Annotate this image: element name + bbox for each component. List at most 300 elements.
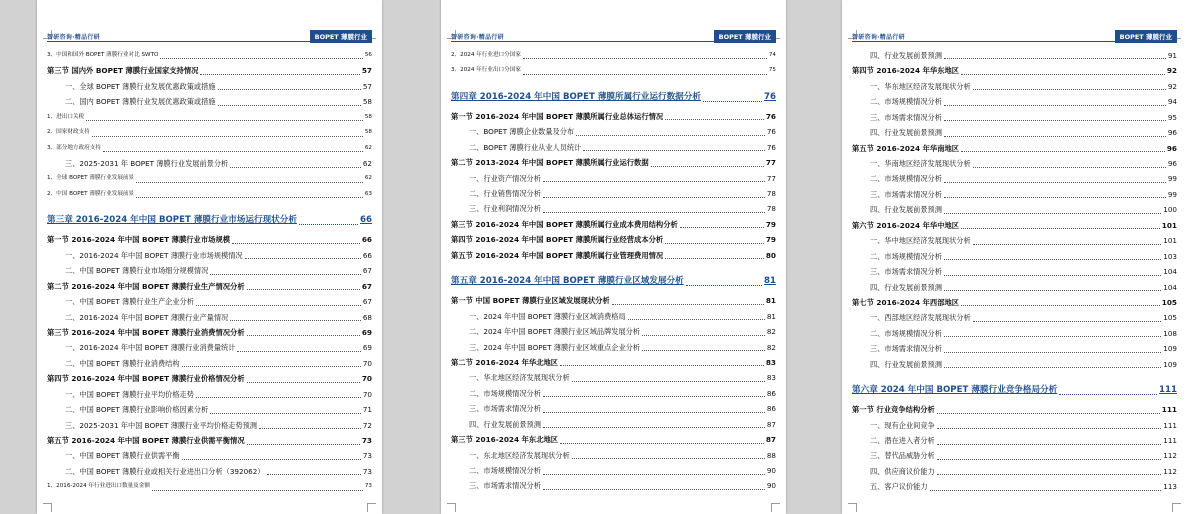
toc-item-page-number: 63 <box>364 190 372 197</box>
dot-leader <box>944 120 1166 121</box>
toc-chapter-page-number: 111 <box>1159 385 1177 396</box>
toc-item-title: 三、2024 年中国 BOPET 薄膜行业区域重点企业分析 <box>469 342 641 352</box>
toc-item-title: 二、2016-2024 年中国 BOPET 薄膜行业产量情况 <box>65 312 229 322</box>
toc-item-page-number: 70 <box>362 358 372 368</box>
dot-leader <box>543 396 765 397</box>
toc-item[interactable] <box>451 202 776 217</box>
toc-item-title: 一、2016-2024 年中国 BOPET 薄膜行业消费量统计 <box>65 343 236 353</box>
toc-section-title: 第七节 2016-2024 年西部地区 <box>852 297 960 307</box>
toc-item-page-number: 112 <box>1163 466 1177 476</box>
toc-item[interactable] <box>852 125 1177 140</box>
toc-section[interactable] <box>451 355 776 370</box>
dot-leader <box>543 181 765 182</box>
dot-leader <box>86 120 363 121</box>
toc-section-title: 第六节 2016-2024 年华中地区 <box>852 220 960 230</box>
dot-leader <box>961 151 1165 152</box>
toc-item[interactable] <box>47 340 372 355</box>
toc-item[interactable] <box>47 248 372 263</box>
toc-item[interactable] <box>47 110 372 125</box>
toc-section-title: 第三节 国内外 BOPET 薄膜行业国家支持情况 <box>47 66 199 76</box>
toc-item[interactable] <box>47 479 372 494</box>
toc-chapter[interactable] <box>852 378 1177 402</box>
dot-leader <box>218 89 361 90</box>
toc-section[interactable] <box>852 402 1177 417</box>
toc-section-title: 第五节 2016-2024 年中国 BOPET 薄膜所属行业管理费用情况 <box>451 250 664 260</box>
toc-item[interactable] <box>852 156 1177 171</box>
dot-leader <box>232 243 360 244</box>
toc-item-title: 二、国内 BOPET 薄膜行业发展优惠政策或措施 <box>65 97 216 107</box>
dot-leader <box>944 58 1166 59</box>
toc-item[interactable] <box>47 418 372 433</box>
page-header <box>451 30 776 42</box>
toc-item[interactable] <box>47 94 372 109</box>
toc-section[interactable] <box>47 63 372 78</box>
toc-chapter-title: 第六章 2024 年中国 BOPET 薄膜行业竞争格局分析 <box>852 385 1058 396</box>
toc-item[interactable] <box>47 449 372 464</box>
toc-item[interactable] <box>451 63 776 78</box>
toc-item[interactable] <box>47 156 372 171</box>
toc-item-page-number: 62 <box>362 159 372 169</box>
toc-section-title: 第三节 2016-2024 年东北地区 <box>451 435 559 445</box>
toc-item-page-number: 76 <box>766 127 776 137</box>
dot-leader <box>651 166 764 167</box>
document-page-1 <box>37 0 382 514</box>
toc-item-page-number: 105 <box>1163 313 1177 323</box>
toc-item[interactable] <box>451 340 776 355</box>
toc-item[interactable] <box>852 280 1177 295</box>
dot-leader <box>196 397 361 398</box>
dot-leader <box>247 289 360 290</box>
toc-section-title: 第一节 2016-2024 年中国 BOPET 薄膜行业市场规模 <box>47 235 231 245</box>
toc-item-title: 三、替代品威胁分析 <box>870 451 935 461</box>
toc-section[interactable] <box>451 109 776 124</box>
toc-item[interactable] <box>451 370 776 385</box>
toc-item-page-number: 82 <box>766 327 776 337</box>
toc-item-title: 三、2025-2031 年 BOPET 薄膜行业发展前景分析 <box>65 159 229 169</box>
dot-leader <box>680 227 764 228</box>
header-brand-text: 智研咨询·精品行研 <box>47 34 100 41</box>
toc-item-title: 四、行业发展前景预测 <box>870 50 942 60</box>
toc-item[interactable] <box>852 341 1177 356</box>
toc-item[interactable] <box>852 433 1177 448</box>
toc-item-title: 二、BOPET 薄膜行业从业人员统计 <box>469 142 582 152</box>
toc-item[interactable] <box>852 202 1177 217</box>
toc-item-title: 二、市场规模情况分析 <box>469 466 541 476</box>
toc-section[interactable] <box>451 432 776 447</box>
toc-section-page-number: 81 <box>765 296 776 306</box>
toc-item-page-number: 72 <box>362 420 372 430</box>
toc-item-title: 四、供应商议价能力 <box>870 466 935 476</box>
toc-section-page-number: 79 <box>765 235 776 245</box>
toc-section-page-number: 79 <box>765 219 776 229</box>
toc-section-title: 第一节 2016-2024 年中国 BOPET 薄膜所属行业总体运行情况 <box>451 111 664 121</box>
toc-item-page-number: 108 <box>1163 328 1177 338</box>
toc-section[interactable] <box>47 371 372 386</box>
toc-section-page-number: 66 <box>361 235 372 245</box>
document-page-2 <box>441 0 786 514</box>
toc-list <box>852 48 1177 495</box>
toc-item-page-number: 92 <box>1167 81 1177 91</box>
dot-leader <box>973 321 1162 322</box>
toc-item-title: 2、2024 年行业进口分国家 <box>451 51 521 58</box>
toc-item-page-number: 88 <box>766 450 776 460</box>
toc-item-title: 一、现有企业间竞争 <box>870 420 935 430</box>
toc-item-page-number: 99 <box>1167 174 1177 184</box>
toc-section[interactable] <box>451 232 776 247</box>
toc-item[interactable] <box>852 172 1177 187</box>
toc-section[interactable] <box>451 248 776 263</box>
dot-leader <box>160 58 362 59</box>
toc-section[interactable] <box>852 141 1177 156</box>
toc-item-title: 二、中国 BOPET 薄膜行业消费结构 <box>65 358 180 368</box>
toc-item-title: 三、2025-2031 年中国 BOPET 薄膜行业平均价格走势预测 <box>65 420 257 430</box>
dot-leader <box>92 136 363 137</box>
toc-item[interactable] <box>47 356 372 371</box>
toc-section[interactable] <box>47 232 372 247</box>
toc-section[interactable] <box>852 218 1177 233</box>
toc-item-title: 二、2024 年中国 BOPET 薄膜行业区域品牌发展分析 <box>469 327 641 337</box>
toc-section-page-number: 92 <box>1166 66 1177 76</box>
toc-item-page-number: 57 <box>362 81 372 91</box>
toc-list <box>451 48 776 494</box>
toc-item-page-number: 81 <box>766 311 776 321</box>
header-rule <box>451 41 776 42</box>
toc-section-page-number: 73 <box>361 436 372 446</box>
toc-item-title: 二、潜在进入者分析 <box>870 436 935 446</box>
toc-section[interactable] <box>852 295 1177 310</box>
toc-item-page-number: 83 <box>766 373 776 383</box>
dot-leader <box>944 105 1166 106</box>
toc-item[interactable] <box>852 79 1177 94</box>
toc-section-page-number: 96 <box>1166 143 1177 153</box>
toc-item[interactable] <box>47 402 372 417</box>
toc-item-page-number: 100 <box>1163 205 1177 215</box>
toc-chapter[interactable] <box>451 269 776 293</box>
toc-item-page-number: 73 <box>362 466 372 476</box>
toc-item-title: 二、行业销售情况分析 <box>469 189 541 199</box>
toc-item-title: 二、市场规模情况分析 <box>870 328 942 338</box>
toc-item-page-number: 69 <box>362 343 372 353</box>
toc-item-page-number: 113 <box>1163 482 1177 492</box>
crop-mark <box>848 503 857 512</box>
toc-item-page-number: 56 <box>364 51 372 58</box>
toc-item-page-number: 99 <box>1167 189 1177 199</box>
toc-item-title: 一、2024 年中国 BOPET 薄膜行业区域消费格局 <box>469 311 626 321</box>
toc-item-title: 二、市场规模情况分析 <box>469 388 541 398</box>
toc-chapter-page-number: 76 <box>764 91 776 102</box>
toc-item[interactable] <box>47 187 372 202</box>
toc-item-page-number: 111 <box>1163 420 1177 430</box>
dot-leader <box>944 367 1161 368</box>
toc-item-page-number: 86 <box>766 404 776 414</box>
toc-item-title: 2、国家财政支持 <box>47 129 90 136</box>
dot-leader <box>136 197 363 198</box>
toc-item[interactable] <box>47 172 372 187</box>
toc-item-title: 三、市场需求情况分析 <box>870 344 942 354</box>
dot-leader <box>543 489 765 490</box>
dot-leader <box>218 105 361 106</box>
toc-section[interactable] <box>852 63 1177 78</box>
header-brand-text: 智研咨询·精品行研 <box>852 34 905 41</box>
toc-chapter-page-number: 81 <box>764 276 776 287</box>
dot-leader <box>247 382 360 383</box>
header-rule <box>852 41 1177 42</box>
dot-leader <box>973 244 1162 245</box>
toc-item-page-number: 62 <box>364 144 372 151</box>
dot-leader <box>642 350 765 351</box>
toc-item-page-number: 95 <box>1167 112 1177 122</box>
toc-item[interactable] <box>852 249 1177 264</box>
toc-item[interactable] <box>451 140 776 155</box>
document-page-3 <box>842 0 1187 514</box>
toc-section-title: 第四节 2016-2024 年华东地区 <box>852 66 960 76</box>
toc-section-page-number: 83 <box>765 357 776 367</box>
toc-item-title: 一、行业资产情况分析 <box>469 173 541 183</box>
dot-leader <box>944 259 1161 260</box>
dot-leader <box>543 474 765 475</box>
toc-item-page-number: 67 <box>362 266 372 276</box>
dot-leader <box>103 151 363 152</box>
toc-list <box>47 48 372 495</box>
toc-item-title: 三、行业利润情况分析 <box>469 204 541 214</box>
dot-leader <box>944 197 1166 198</box>
toc-item-title: 一、华北地区经济发展现状分析 <box>469 373 570 383</box>
toc-item-page-number: 109 <box>1163 344 1177 354</box>
toc-item-title: 一、东北地区经济发展现状分析 <box>469 450 570 460</box>
dot-leader <box>230 167 361 168</box>
dot-leader <box>703 101 762 102</box>
toc-item-page-number: 112 <box>1163 451 1177 461</box>
toc-item-page-number: 73 <box>362 451 372 461</box>
toc-item[interactable] <box>451 324 776 339</box>
toc-section-title: 第二节 2016-2024 年中国 BOPET 薄膜行业生产情况分析 <box>47 281 245 291</box>
toc-item-page-number: 109 <box>1163 359 1177 369</box>
toc-item-page-number: 67 <box>362 297 372 307</box>
toc-item-title: 三、市场需求情况分析 <box>870 267 942 277</box>
toc-item-page-number: 70 <box>362 389 372 399</box>
toc-item[interactable] <box>451 309 776 324</box>
toc-item-title: 五、客户议价能力 <box>870 482 928 492</box>
dot-leader <box>543 427 765 428</box>
dot-leader <box>937 459 1162 460</box>
toc-chapter[interactable] <box>47 208 372 232</box>
toc-item-page-number: 96 <box>1167 159 1177 169</box>
dot-leader <box>944 182 1166 183</box>
dot-leader <box>665 119 764 120</box>
dot-leader <box>543 197 765 198</box>
toc-section-title: 第三节 2016-2024 年中国 BOPET 薄膜所属行业成本费用结构分析 <box>451 219 678 229</box>
header-brand-text: 智研咨询·精品行研 <box>451 34 504 41</box>
toc-item[interactable] <box>852 110 1177 125</box>
toc-item-page-number: 90 <box>766 466 776 476</box>
toc-chapter-title: 第五章 2016-2024 年中国 BOPET 薄膜行业区域发展分析 <box>451 276 684 287</box>
toc-item[interactable] <box>852 357 1177 372</box>
toc-item-page-number: 111 <box>1163 436 1177 446</box>
toc-item-page-number: 82 <box>766 342 776 352</box>
toc-item-title: 四、行业发展前景预测 <box>870 359 942 369</box>
toc-item-title: 四、行业发展前景预测 <box>870 205 942 215</box>
toc-item[interactable] <box>451 186 776 201</box>
toc-section-page-number: 105 <box>1161 297 1177 307</box>
dot-leader <box>245 258 361 259</box>
toc-item[interactable] <box>451 463 776 478</box>
dot-leader <box>665 243 764 244</box>
toc-item-title: 四、行业发展前景预测 <box>870 128 942 138</box>
dot-leader <box>182 459 361 460</box>
toc-item[interactable] <box>852 264 1177 279</box>
page-header <box>852 30 1177 42</box>
toc-item[interactable] <box>451 417 776 432</box>
toc-item[interactable] <box>852 48 1177 63</box>
toc-item-page-number: 76 <box>766 142 776 152</box>
toc-item-page-number: 74 <box>768 51 776 58</box>
toc-item[interactable] <box>852 418 1177 433</box>
toc-section[interactable] <box>47 325 372 340</box>
toc-item[interactable] <box>852 94 1177 109</box>
header-rule <box>47 41 372 42</box>
toc-section-page-number: 87 <box>765 435 776 445</box>
toc-item-title: 三、市场需求情况分析 <box>870 189 942 199</box>
dot-leader <box>930 490 1162 491</box>
dot-leader <box>267 474 361 475</box>
toc-item[interactable] <box>47 387 372 402</box>
toc-chapter[interactable] <box>451 85 776 109</box>
crop-mark <box>771 503 780 512</box>
toc-section-title: 第四节 2016-2024 年中国 BOPET 薄膜所属行业经营成本分析 <box>451 235 664 245</box>
toc-section-title: 第五节 2016-2024 年中国 BOPET 薄膜行业供需平衡情况 <box>47 436 245 446</box>
toc-item-title: 一、华东地区经济发展现状分析 <box>870 81 971 91</box>
toc-item-page-number: 73 <box>364 483 372 490</box>
dot-leader <box>210 274 361 275</box>
toc-section-title: 第五节 2016-2024 年华南地区 <box>852 143 960 153</box>
toc-item-page-number: 104 <box>1163 282 1177 292</box>
toc-item[interactable] <box>852 187 1177 202</box>
crop-mark <box>1172 503 1181 512</box>
toc-item[interactable] <box>47 464 372 479</box>
dot-leader <box>961 228 1160 229</box>
toc-item[interactable] <box>47 79 372 94</box>
toc-item-page-number: 62 <box>364 175 372 182</box>
toc-item[interactable] <box>451 448 776 463</box>
toc-item-page-number: 66 <box>362 250 372 260</box>
toc-item[interactable] <box>852 326 1177 341</box>
dot-leader <box>973 89 1166 90</box>
toc-item[interactable] <box>451 48 776 63</box>
toc-item[interactable] <box>852 479 1177 494</box>
toc-item-page-number: 58 <box>364 113 372 120</box>
toc-item-title: 二、市场规模情况分析 <box>870 174 942 184</box>
toc-item-title: 一、2016-2024 年中国 BOPET 薄膜行业市场规模情况 <box>65 250 243 260</box>
toc-section[interactable] <box>451 155 776 170</box>
toc-section-page-number: 70 <box>361 374 372 384</box>
dot-leader <box>961 305 1160 306</box>
toc-section-title: 第二节 2013-2024 年中国 BOPET 薄膜所属行业运行数据 <box>451 158 649 168</box>
toc-chapter-title: 第三章 2016-2024 年中国 BOPET 薄膜行业市场运行现状分析 <box>47 215 297 226</box>
dot-leader <box>560 365 764 366</box>
dot-leader <box>572 381 765 382</box>
toc-item[interactable] <box>451 386 776 401</box>
toc-item-page-number: 75 <box>768 67 776 74</box>
toc-item[interactable] <box>47 310 372 325</box>
toc-section-title: 第一节 行业竞争结构分析 <box>852 405 935 415</box>
toc-section[interactable] <box>451 217 776 232</box>
toc-item-title: 一、中国 BOPET 薄膜行业平均价格走势 <box>65 389 194 399</box>
dot-leader <box>665 258 764 259</box>
toc-item-page-number: 87 <box>766 419 776 429</box>
toc-item-page-number: 86 <box>766 388 776 398</box>
toc-item[interactable] <box>852 464 1177 479</box>
toc-item-title: 三、市场需求情况分析 <box>469 481 541 491</box>
dot-leader <box>543 412 765 413</box>
header-badge: BOPET 薄膜行业 <box>714 30 776 43</box>
dot-leader <box>210 413 361 414</box>
toc-item-title: 二、市场规模情况分析 <box>870 251 942 261</box>
toc-chapter-page-number: 66 <box>360 215 372 226</box>
toc-item-title: 二、中国 BOPET 薄膜行业影响价格因素分析 <box>65 405 209 415</box>
dot-leader <box>937 474 1162 475</box>
toc-item[interactable] <box>451 401 776 416</box>
toc-item[interactable] <box>47 141 372 156</box>
toc-item-title: 2、中国 BOPET 薄膜行业发展前景 <box>47 190 135 197</box>
dot-leader <box>937 413 1160 414</box>
toc-section-title: 第三节 2016-2024 年中国 BOPET 薄膜行业消费情况分析 <box>47 327 245 337</box>
dot-leader <box>642 335 765 336</box>
dot-leader <box>237 351 360 352</box>
dot-leader <box>686 285 762 286</box>
toc-item-page-number: 58 <box>364 129 372 136</box>
dot-leader <box>944 290 1161 291</box>
toc-item[interactable] <box>852 449 1177 464</box>
toc-item-page-number: 90 <box>766 481 776 491</box>
toc-section-title: 第二节 2016-2024 年华北地区 <box>451 357 559 367</box>
toc-item[interactable] <box>47 294 372 309</box>
dot-leader <box>152 490 363 491</box>
dot-leader <box>523 58 767 59</box>
toc-section-page-number: 101 <box>1161 220 1177 230</box>
toc-item[interactable] <box>852 233 1177 248</box>
toc-item[interactable] <box>451 124 776 139</box>
dot-leader <box>937 428 1162 429</box>
toc-item[interactable] <box>451 171 776 186</box>
toc-item-title: 二、市场规模情况分析 <box>870 97 942 107</box>
dot-leader <box>944 336 1161 337</box>
toc-item[interactable] <box>47 48 372 63</box>
toc-item[interactable] <box>47 263 372 278</box>
toc-section[interactable] <box>47 279 372 294</box>
dot-leader <box>944 213 1161 214</box>
dot-leader <box>576 135 765 136</box>
toc-item-title: 1、全球 BOPET 薄膜行业发展前景 <box>47 175 135 182</box>
toc-item-title: 二、中国 BOPET 薄膜行业市场细分规模情况 <box>65 266 209 276</box>
dot-leader <box>628 319 765 320</box>
header-badge: BOPET 薄膜行业 <box>310 30 372 43</box>
toc-section[interactable] <box>451 293 776 308</box>
toc-section-page-number: 111 <box>1161 405 1177 415</box>
toc-section-page-number: 67 <box>361 281 372 291</box>
toc-section-title: 第一节 中国 BOPET 薄膜行业区域发展现状分析 <box>451 296 610 306</box>
toc-item-page-number: 58 <box>362 97 372 107</box>
dot-leader <box>247 444 360 445</box>
toc-item-page-number: 96 <box>1167 128 1177 138</box>
toc-item-page-number: 78 <box>766 189 776 199</box>
dot-leader <box>247 335 360 336</box>
toc-item[interactable] <box>451 479 776 494</box>
toc-item-title: 一、BOPET 薄膜企业数量及分布 <box>469 127 575 137</box>
toc-item[interactable] <box>852 310 1177 325</box>
dot-leader <box>200 74 359 75</box>
toc-section[interactable] <box>47 433 372 448</box>
toc-item[interactable] <box>47 125 372 140</box>
